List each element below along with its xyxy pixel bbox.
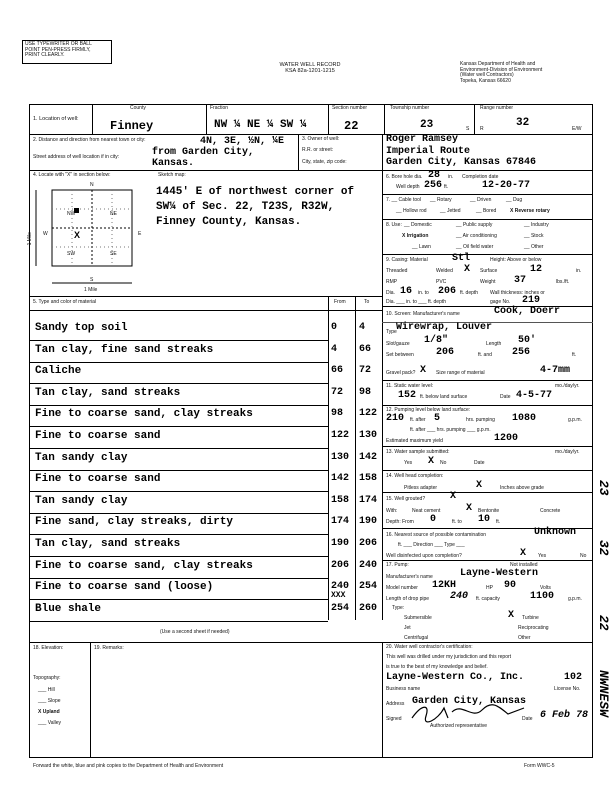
section-value: 22 — [344, 119, 359, 133]
cert-company: Layne-Western Co., Inc. — [386, 672, 525, 683]
pumping-max-label: Estimated maximum yield — [386, 438, 443, 444]
strata-to: 142 — [359, 452, 378, 463]
sample-unit: mo./day/yr. — [555, 449, 580, 455]
drill-bored: __ Bored — [476, 208, 497, 214]
distance-value2: from Garden City, — [152, 147, 255, 158]
range-prefix: R — [480, 126, 484, 132]
strata-row — [29, 404, 383, 426]
strata-to: 130 — [359, 430, 378, 441]
form-statute: KSA 82a-1201-1215 — [285, 68, 335, 75]
grout-depth-to: 10 — [478, 514, 491, 525]
owner-name: Roger Ramsey — [386, 134, 459, 145]
casing-gage-label: gage No. — [490, 299, 511, 305]
pump-turbine: Turbine — [522, 615, 539, 621]
cert-license-label: License No. — [554, 686, 581, 692]
strata-to: 240 — [359, 560, 378, 571]
strata-row-rule — [29, 621, 328, 622]
section-x-mark: X — [74, 230, 81, 240]
township-value: 23 — [420, 119, 434, 131]
grout-depth-from: 0 — [430, 514, 437, 525]
strata-material: Fine to coarse sand, clay streaks — [35, 560, 253, 572]
cert-line1: This well was drilled under my jurisdiction and this report — [386, 654, 512, 660]
sketch-map-label: Sketch map: — [158, 172, 186, 178]
use-industry: __ Industry — [524, 222, 549, 228]
grout-bentonite: Bentonite — [478, 508, 500, 514]
disinfect-no: No — [580, 553, 587, 559]
casing-threaded: Threaded — [386, 268, 408, 274]
strata-row — [29, 448, 383, 470]
strata-row — [29, 599, 383, 621]
strata-row — [29, 534, 383, 556]
pump-turbine-mark: X — [508, 610, 515, 621]
pumping-level1: 210 — [386, 413, 405, 424]
pump-jet: Jet — [404, 625, 411, 631]
sample-no: No — [440, 460, 447, 466]
strata-row — [29, 426, 383, 448]
casing-welded-mark: X — [464, 264, 471, 275]
casing-material: Stl — [452, 253, 471, 264]
screen-ft: ft. — [572, 352, 577, 358]
strata-to: 66 — [359, 344, 372, 355]
use-label: 8. Use: — [386, 222, 402, 228]
instruction-line: PRINT CLEARLY. — [25, 52, 65, 58]
pumping-after: ft. after — [410, 417, 426, 423]
disinfect-yes: Yes — [538, 553, 547, 559]
use-irrigation: X Irrigation — [402, 233, 429, 239]
grout-ft: ft. — [496, 519, 501, 525]
strata-from-label: From — [334, 299, 346, 305]
owner-rr-label: R.R. or street: — [302, 147, 334, 153]
use-domestic: __ Domestic — [404, 222, 432, 228]
margin-note — [596, 480, 612, 770]
sketch-se: SE — [110, 251, 117, 257]
grout-with: With: — [386, 508, 398, 514]
strata-to: 4 — [359, 322, 366, 333]
distance-label: 2. Distance and direction from nearest town or city: — [33, 137, 146, 143]
pump-hp: 90 — [504, 580, 517, 591]
pumping-max: 1200 — [494, 433, 519, 444]
strata-material: Tan clay, sand streaks — [35, 538, 181, 550]
agency-block — [460, 62, 600, 84]
strata-row — [29, 361, 383, 383]
strata-material: Fine to coarse sand — [35, 430, 161, 442]
drill-dug: __ Dug — [506, 197, 523, 203]
strata-material: Caliche — [35, 365, 82, 377]
pump-drop-label: Length of drop pipe — [386, 596, 430, 602]
head-mark: X — [476, 480, 483, 491]
sketch-mile-v: 1 Mile — [26, 232, 33, 246]
sample-yes: Yes — [404, 460, 413, 466]
distance-value3: Kansas. — [152, 158, 195, 169]
drill-jetted: __ Jetted — [440, 208, 461, 214]
sketch-s: S — [90, 277, 94, 283]
pump-centrifugal: Centrifugal — [404, 635, 429, 641]
range-value: 32 — [516, 117, 530, 129]
instructions-box — [22, 40, 112, 64]
completion-date: 12-20-77 — [482, 180, 531, 191]
topo-slope: ___ Slope — [38, 698, 61, 704]
screen-length-label: Length — [486, 341, 502, 347]
screen-type-label: Type — [386, 329, 397, 335]
sketch-sw: SW — [67, 251, 76, 257]
margin-note-part: 32 — [596, 540, 611, 556]
strata-to-label: To — [364, 299, 370, 305]
contam-label: 16. Nearest source of possible contamination — [386, 532, 487, 538]
sketch-text-line: 1445' E of northwest corner of — [156, 186, 355, 198]
sketch-mile-h: 1 Mile — [84, 287, 98, 293]
use-oil: __ Oil field water — [456, 244, 494, 250]
sketch-label: 4. Locate with "X" in section below: — [33, 172, 111, 178]
casing-ft-depth: ft. depth — [460, 290, 479, 296]
screen-slot: 1/8" — [424, 335, 449, 346]
strata-to: 206 — [359, 538, 378, 549]
bore-label: 6. Bore hole dia. — [386, 174, 423, 180]
strata-from: 142 — [331, 473, 350, 484]
pump-gpm: g.p.m. — [568, 596, 582, 602]
strata-from: 130 — [331, 452, 350, 463]
contam-line2: ft. ___ Direction ___ Type ___ — [398, 542, 465, 548]
casing-dia-to: 206 — [438, 286, 457, 297]
screen-manufacturer: Cook, Doerr — [494, 306, 561, 317]
screen-set-from: 206 — [436, 347, 455, 358]
pump-type-label: Type: — [392, 605, 405, 611]
pumping-hrs1: 5 — [434, 413, 441, 424]
screen-set-label: Set between — [386, 352, 414, 358]
casing-dia: 16 — [400, 286, 413, 297]
strata-from: 66 — [331, 365, 344, 376]
strata-to: 122 — [359, 408, 378, 419]
pump-mfr: Layne-Western — [460, 568, 539, 579]
pumping-hrs: hrs. pumping — [466, 417, 495, 423]
static-below: ft. below land surface — [420, 394, 468, 400]
strata-from: 4 — [331, 344, 338, 355]
form-title: WATER WELL RECORD — [279, 62, 341, 68]
strata-to: 174 — [359, 495, 378, 506]
strata-from: 174 — [331, 516, 350, 527]
owner-street: Imperial Route — [386, 146, 471, 157]
screen-ft-and: ft. and — [478, 352, 492, 358]
head-pitless: Pitless adapter — [404, 485, 438, 491]
pump-label: 17. Pump: — [386, 562, 409, 568]
pump-other: Other — [518, 635, 531, 641]
cert-signed-label: Signed — [386, 716, 402, 722]
casing-in-to: in. to — [418, 290, 429, 296]
static-value: 152 — [398, 390, 417, 401]
owner-city: Garden City, Kansas 67846 — [386, 157, 537, 168]
casing-gage: 219 — [522, 295, 541, 306]
margin-note-part: 22 — [596, 615, 611, 631]
grout-bentonite-mark: X — [466, 503, 473, 514]
gravel-label: Gravel pack? — [386, 370, 416, 376]
completion-label: Completion date — [462, 174, 499, 180]
bore-dia: 28 — [428, 170, 441, 181]
sample-label: 13. Water sample submitted: — [386, 449, 450, 455]
pumping-gpm: g.p.m. — [568, 417, 582, 423]
strata-from: 122 — [331, 430, 350, 441]
grout-neat: Neat cement — [412, 508, 441, 514]
sketch-nw: NW — [67, 211, 76, 217]
sketch-text-line: SW¼ of Sec. 22, T23S, R32W, — [156, 201, 335, 213]
pump-drop: 240 — [450, 591, 469, 602]
casing-dia-label: Dia. — [386, 290, 395, 296]
casing-surface: 12 — [530, 264, 543, 275]
casing-pvc: PVC — [436, 279, 447, 285]
depth-ft: ft. — [444, 184, 449, 190]
cert-business-label: Business name — [386, 686, 421, 692]
topo-upland: X Upland — [38, 709, 60, 715]
disinfect-label: Well disinfected upon completion? — [386, 553, 462, 559]
cert-line2: is true to the best of my knowledge and belief. — [386, 664, 488, 670]
range-label: Range number — [480, 105, 514, 111]
use-lawn: __ Lawn — [412, 244, 431, 250]
strata-from: 240 — [331, 581, 350, 592]
gravel-mark: X — [420, 365, 427, 376]
bore-in: in. — [448, 174, 454, 180]
strata-row — [29, 318, 383, 340]
agency-line: (Water well Contractors) — [460, 72, 514, 78]
pump-model-label: Model number — [386, 585, 418, 591]
contractor-signature — [408, 700, 528, 724]
strata-material: Fine to coarse sand (loose) — [35, 581, 214, 593]
pump-model: 12KH — [432, 580, 457, 591]
instruction-line: POINT PEN-PRESS FIRMLY, — [25, 46, 91, 53]
sketch-n: N — [90, 182, 94, 188]
owner-label: 3. Owner of well: — [302, 136, 340, 142]
cert-date: 6 Feb 78 — [540, 710, 589, 721]
casing-rmp: RMP — [386, 279, 398, 285]
strata-to: 190 — [359, 516, 378, 527]
casing-weight: 37 — [514, 275, 527, 286]
fraction-label: Fraction — [210, 105, 229, 111]
sketch-ne: NE — [110, 211, 117, 217]
topo-valley: ___ Valley — [38, 720, 61, 726]
grout-mark: X — [450, 491, 457, 502]
pump-submersible: Submersible — [404, 615, 432, 621]
strata-material: Tan sandy clay — [35, 495, 128, 507]
strata-row — [29, 556, 383, 578]
distance-value: 4N, 3E, ½N, ¼E — [200, 136, 285, 147]
strata-from: 0 — [331, 322, 338, 333]
agency-line: Environment-Division of Environment — [460, 66, 543, 73]
strata-row — [29, 469, 383, 491]
pump-ft-cap: ft. capacity — [476, 596, 500, 602]
fraction-value: NW ¼ NE ¼ SW ¼ — [214, 119, 307, 131]
strata-material: Fine sand, clay streaks, dirty — [35, 516, 234, 528]
strata-from: 98 — [331, 408, 344, 419]
owner-city-label: City, state, zip code: — [302, 159, 347, 165]
use-stock: __ Stock — [524, 233, 544, 239]
pump-not-installed: Not installed — [510, 562, 538, 568]
strata-to: 98 — [359, 387, 372, 398]
strata-from: 158 — [331, 495, 350, 506]
casing-height-label: Height: Above or below — [490, 257, 542, 263]
remarks-label: 19. Remarks: — [94, 645, 124, 651]
casing-weight-label: Weight — [480, 279, 496, 285]
strata-material: Tan clay, fine sand streaks — [35, 344, 214, 356]
township-dir: S — [466, 126, 470, 132]
static-label: 11. Static water level: — [386, 383, 434, 389]
cert-license: 102 — [564, 672, 583, 683]
screen-type: Wirewrap, Louver — [396, 322, 493, 333]
pumping-level2: ft. after ___ hrs. pumping ___ g.p.m. — [410, 427, 491, 433]
topo-label: Topography: — [33, 675, 61, 681]
strata-overwrite: XXX — [331, 591, 346, 600]
elevation-label: 18. Elevation: — [33, 645, 64, 651]
screen-length: 50' — [518, 335, 537, 346]
screen-label: 10. Screen: Manufacturer's name — [386, 311, 460, 317]
casing-material-label: 9. Casing: Material — [386, 257, 428, 263]
sketch-e: E — [138, 231, 142, 237]
strata-from: 190 — [331, 538, 350, 549]
pumping-label: 12. Pumping level below land surface: — [386, 407, 471, 413]
strata-row — [29, 512, 383, 534]
strata-to: 254 — [359, 581, 378, 592]
margin-note-part: 23 — [596, 480, 611, 496]
topo-hill: ___ Hill — [38, 687, 55, 693]
strata-material: Tan clay, sand streaks — [35, 387, 181, 399]
grout-label: 15. Well grouted? — [386, 496, 426, 502]
use-public: __ Public supply — [456, 222, 493, 228]
strata-footer: (Use a second sheet if needed) — [160, 629, 230, 635]
disinfect-mark: X — [520, 548, 527, 559]
pump-mfr-label: Manufacturer's name — [386, 574, 433, 580]
cert-address: Garden City, Kansas — [412, 696, 527, 707]
agency-line: Kansas Department of Health and — [460, 61, 536, 67]
strata-row — [29, 577, 383, 599]
location-label: 1. Location of well: — [33, 116, 79, 122]
agency-line: Topeka, Kansas 66620 — [460, 77, 511, 84]
strata-row — [29, 383, 383, 405]
township-label: Township number — [390, 105, 430, 111]
sample-no-mark: X — [428, 456, 435, 467]
screen-slot-label: Slot/gauze — [386, 341, 410, 347]
grout-concrete: Concrete — [540, 508, 561, 514]
contam-value: Unknown — [534, 527, 577, 538]
pump-hp-label: HP — [486, 585, 493, 591]
footer-form: Form WWC-5 — [524, 763, 555, 769]
form-title-block — [240, 62, 380, 75]
drill-reverse: X Reverse rotary — [510, 208, 550, 214]
casing-wall-label: Wall thickness: inches or — [490, 290, 545, 296]
grout-ft-to: ft. to — [452, 519, 462, 525]
static-date: 4-5-77 — [516, 390, 553, 401]
cert-label: 20. Water well contractor's certification: — [386, 644, 473, 650]
strata-material: Tan sandy clay — [35, 452, 128, 464]
strata-header: 5. Type and color of material — [33, 299, 96, 305]
cert-authorized: Authorized representative — [430, 723, 487, 729]
grout-depth-label: Depth: From — [386, 519, 414, 525]
static-unit: mo./day/yr. — [555, 383, 580, 389]
depth-label: Well depth — [396, 184, 420, 190]
section-label: Section number — [332, 105, 368, 111]
county-value: Finney — [110, 119, 154, 133]
strata-row — [29, 340, 383, 362]
strata-to: 158 — [359, 473, 378, 484]
head-label: 14. Well head completion: — [386, 473, 444, 479]
screen-set-to: 256 — [512, 347, 531, 358]
drill-hollow: __ Hollow rod — [396, 208, 427, 214]
strata-material: Fine to coarse sand — [35, 473, 161, 485]
gravel-size: 4-7mm — [540, 365, 571, 376]
margin-note-part: NWNESW — [596, 670, 611, 717]
use-air: __ Air conditioning — [456, 233, 497, 239]
sample-date: Date — [474, 460, 485, 466]
drill-rotary: __ Rotary — [430, 197, 452, 203]
footer-forward: Forward the white, blue and pink copies to the Department of Health and Environment — [33, 763, 224, 769]
strata-material: Blue shale — [35, 603, 102, 615]
instruction-line: USE TYPEWRITER OR BALL — [25, 41, 92, 47]
strata-material: Fine to coarse sand, clay streaks — [35, 408, 253, 420]
cert-address-label: Address — [386, 701, 405, 707]
street-label: Street address of well location if in city: — [33, 154, 120, 160]
pumping-gpm1: 1080 — [512, 413, 537, 424]
sketch-text-line: Finney County, Kansas. — [156, 216, 302, 228]
strata-row — [29, 491, 383, 513]
cert-date-label: Date — [522, 716, 533, 722]
head-above: Inches above grade — [500, 485, 544, 491]
pump-recip: Reciprocating — [518, 625, 549, 631]
strata-from: 206 — [331, 560, 350, 571]
pump-cap: 1100 — [530, 591, 555, 602]
casing-in: in. — [576, 268, 582, 274]
pump-volts: Volts — [540, 585, 551, 591]
range-dir: E/W — [572, 126, 582, 132]
sketch-w: W — [43, 231, 48, 237]
strata-from: 72 — [331, 387, 344, 398]
static-date-label: Date — [500, 394, 511, 400]
gravel-size-label: Size range of material — [436, 370, 485, 376]
casing-welded: Welded — [436, 268, 453, 274]
strata-to: 260 — [359, 603, 378, 614]
use-other: __ Other — [524, 244, 544, 250]
depth-value: 256 — [424, 180, 443, 191]
casing-surface-label: Surface — [480, 268, 498, 274]
strata-material: Sandy top soil — [35, 322, 128, 334]
strata-to: 72 — [359, 365, 372, 376]
drill-cable: 7. __ Cable tool — [386, 197, 422, 203]
drill-driven: __ Driven — [470, 197, 492, 203]
casing-lbs: lbs./ft. — [556, 279, 570, 285]
casing-dia2: Dia. ___ in. to ___ ft. depth — [386, 299, 447, 305]
strata-from: 254 — [331, 603, 350, 614]
county-label: County — [130, 105, 146, 111]
